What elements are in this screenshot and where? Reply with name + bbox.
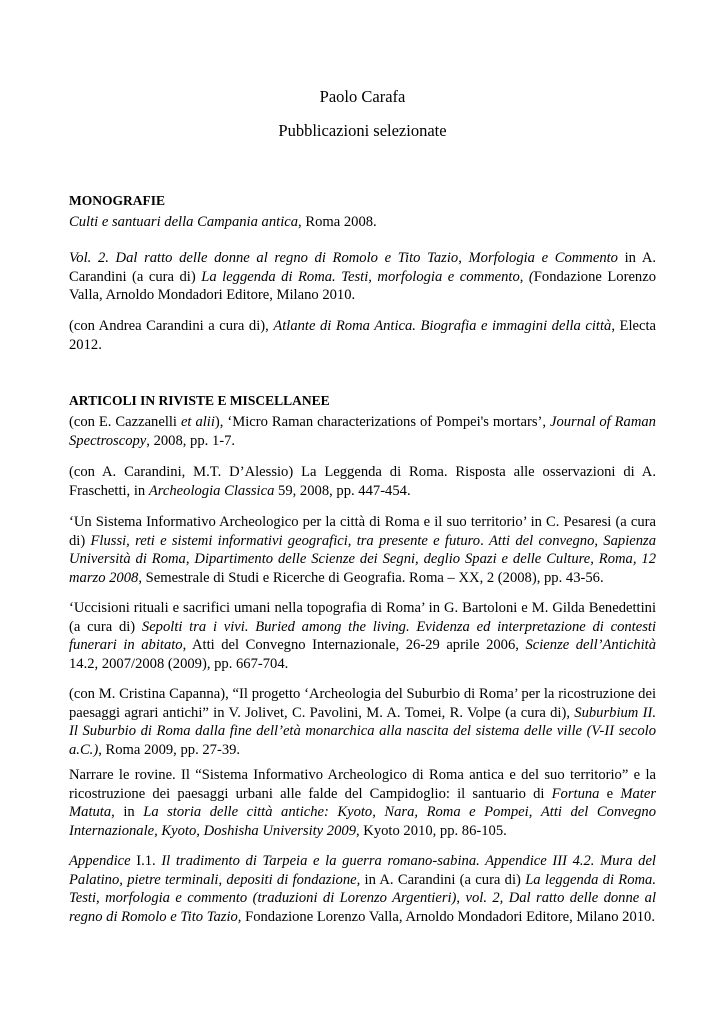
italic-text: Vol. 2. Dal ratto delle donne al regno di Romolo e Tito Tazio [69,250,459,266]
section-heading-monografie: MONOGRAFIE [69,193,165,208]
italic-text: Il tradimento di Tarpeia e la guerra romano-sabina. Appendice III 4.2. Mura del Palatino, pietre terminali, depositi di fondazione, [69,853,656,888]
author-name: Paolo Carafa [319,87,406,106]
document-subtitle: Pubblicazioni selezionate [278,121,447,140]
italic-text: Archeologia Classica [148,482,275,499]
italic-text: Scienze dell’Antichità [525,637,657,653]
italic-text: Dipartimento delle Scienze dei Segni, deglio Spazi e delle Culture, Roma, 12 marzo 2008 [69,551,657,586]
italic-text: vol. 2, Dal ratto delle donne al regno di Romolo e Tito Tazio, [69,890,656,925]
italic-text: Culti e santuari della Campania antica [69,214,299,230]
italic-text: Flussi, reti e sistemi informativi geografici, tra presente e futuro [90,532,481,549]
articolo-entry: Narrare le rovine. Il “Sistema Informativo Archeologico di Roma antica e del suo territorio” e la ricostruzione dei paesaggi urbani alle falde del Campidoglio: il santuario di Fortuna e Mater Matuta, in La storia delle città antiche: Kyoto, Nara, Roma e Pompei, Atti del Convegno Internazionale, Kyoto, Doshisha University 2009, Kyoto 2010, pp. 86-105. [69,767,656,839]
italic-text: La leggenda di Roma. Testi, morfologia e commento (traduzioni di Lorenzo Argentieri) [69,871,656,906]
italic-text: et alii [180,414,215,430]
italic-text: Sapienza Università di Roma [69,532,656,567]
monografia-entry: (con Andrea Carandini a cura di), Atlante di Roma Antica. Biografia e immagini della città, Electa 2012. [69,318,656,353]
articolo-entry: (con M. Cristina Capanna), “Il progetto ‘Archeologia del Suburbio di Roma’ per la ricostruzione dei paesaggi agrari antichi” in V. Jolivet, C. Pavolini, M. A. Tomei, R. Volpe (a cura di), Suburbium II. Il Suburbio di Roma dalla fine dell’età monarchica alla nascita del sistema delle ville (V-II secolo a.C.), Roma 2009, pp. 27-39. [69,686,656,758]
articolo-entry: Appendice I.1. Il tradimento di Tarpeia e la guerra romano-sabina. Appendice III 4.2. Mura del Palatino, pietre terminali, depositi di fondazione, in A. Carandini (a cura di) La leggenda di Roma. Testi, morfologia e commento (traduzioni di Lorenzo Argentieri), vol. 2, Dal ratto delle donne al regno di Romolo e Tito Tazio, Fondazione Lorenzo Valla, Arnoldo Mondadori Editore, Milano 2010. [69,853,656,925]
articolo-entry: (con E. Cazzanelli et alii), ‘Micro Raman characterizations of Pompei's mortars’, Journal of Raman Spectroscopy, 2008, pp. 1-7. [69,414,656,449]
italic-text: Suburbium II. Il Suburbio di Roma dalla fine dell’età monarchica alla nascita del sistema delle ville (V-II secolo a.C.) [69,704,656,758]
italic-text: Morfologia e Commento [468,250,618,266]
section-heading-articoli: ARTICOLI IN RIVISTE E MISCELLANEE [69,393,330,408]
italic-text: Fortuna [551,785,600,802]
monografia-entry: Vol. 2. Dal ratto delle donne al regno di Romolo e Tito Tazio, Morfologia e Commento in A. Carandini (a cura di) La leggenda di Roma. Testi, morfologia e commento, (Fondazione Lorenzo Valla, Arnoldo Mondadori Editore, Milano 2010. [69,250,657,303]
articolo-entry: ‘Un Sistema Informativo Archeologico per la città di Roma e il suo territorio’ in C. Pesaresi (a cura di) Flussi, reti e sistemi informativi geografici, tra presente e futuro. Atti del convegno, Sapienza Università di Roma, Dipartimento delle Scienze dei Segni, deglio Spazi e delle Culture, Roma, 12 marzo 2008, Semestrale di Studi e Ricerche di Geografia. Roma – XX, 2 (2008), pp. 43-56. [69,514,657,586]
articolo-entry: ‘Uccisioni rituali e sacrifici umani nella topografia di Roma’ in G. Bartoloni e M. Gilda Benedettini (a cura di) Sepolti tra i vivi. Buried among the living. Evidenza ed interpretazione di contesti funerari in abitato, Atti del Convegno Internazionale, 26-29 aprile 2006, Scienze dell’Antichità 14.2, 2007/2008 (2009), pp. 667-704. [69,600,657,672]
italic-text: ( [528,268,534,285]
italic-text: Sepolti tra i vivi. Buried among the living. Evidenza ed interpretazione di contesti funerari in abitato [69,618,656,653]
italic-text: Appendice [69,853,131,869]
italic-text: La leggenda di Roma. Testi, morfologia e commento [201,268,520,285]
articolo-entry: (con A. Carandini, M.T. D’Alessio) La Leggenda di Roma. Risposta alle osservazioni di A. Fraschetti, in Archeologia Classica 59, 2008, pp. 447-454. [69,464,656,499]
italic-text: Atlante di Roma Antica. Biografia e immagini della città [273,318,612,334]
italic-text: Atti del convegno [489,532,595,549]
italic-text: La storia delle città antiche: Kyoto, Nara, Roma e Pompei [143,804,529,820]
monografia-entry: Culti e santuari della Campania antica, Roma 2008. [69,214,377,230]
italic-text: Journal of Raman Spectroscopy [69,414,656,449]
italic-text: Atti del Convegno Internazionale, Kyoto, Doshisha University 2009 [69,804,656,839]
italic-text: Mater Matuta [69,785,656,820]
